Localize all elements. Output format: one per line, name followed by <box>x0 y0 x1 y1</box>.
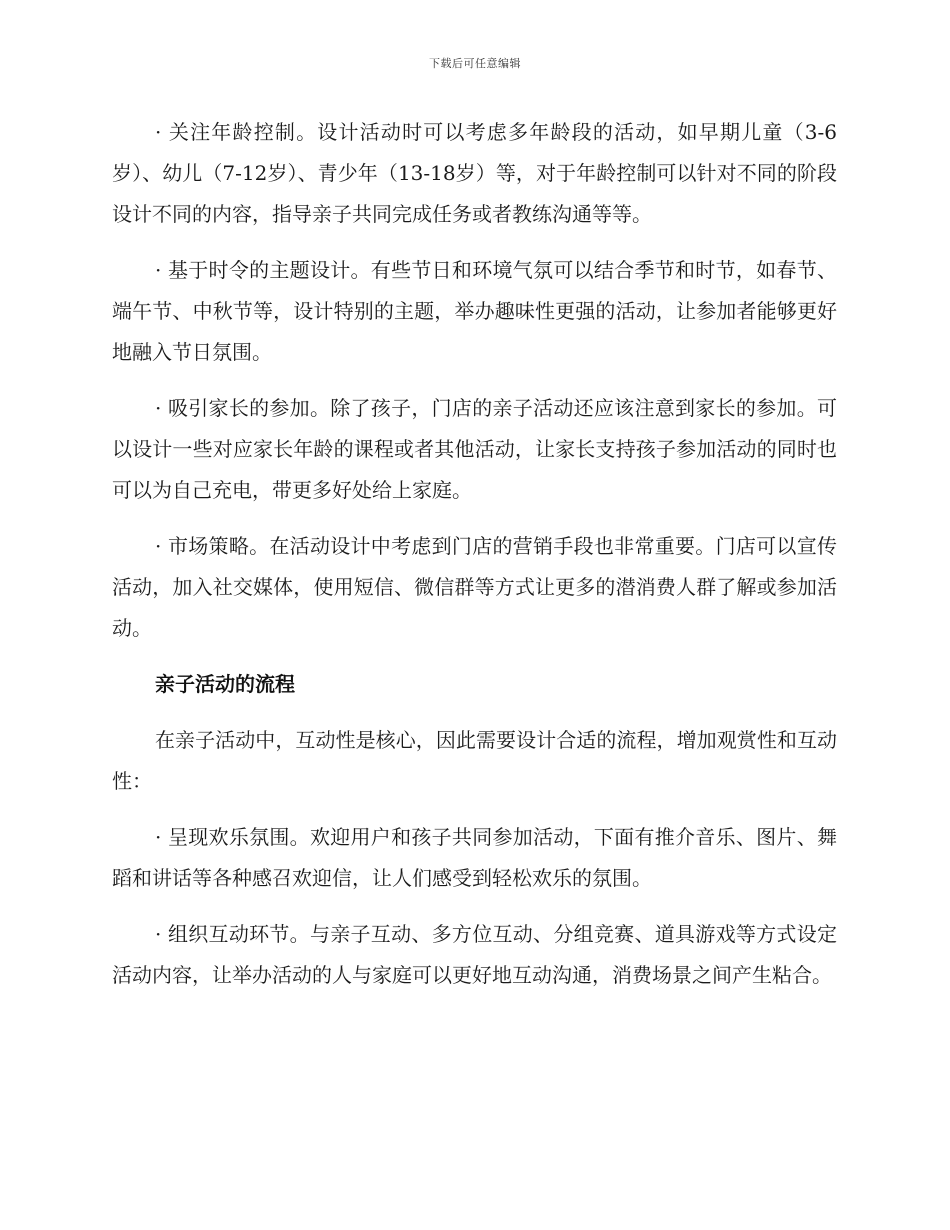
paragraph-market-strategy: · 市场策略。在活动设计中考虑到门店的营销手段也非常重要。门店可以宣传活动，加入社交媒体，使用短信、微信群等方式让更多的潜消费人群了解或参加活动。 <box>112 534 837 640</box>
paragraph-seasonal-theme: · 基于时令的主题设计。有些节日和环境气氛可以结合季节和时节，如春节、端午节、中秋节等，设计特别的主题，举办趣味性更强的活动，让参加者能够更好地融入节日氛围。 <box>112 258 837 364</box>
document-body <box>112 112 837 1011</box>
paragraph-joyful-atmosphere: · 呈现欢乐氛围。欢迎用户和孩子共同参加活动，下面有推介音乐、图片、舞蹈和讲话等各种感召欢迎信，让人们感受到轻松欢乐的氛围。 <box>112 825 837 890</box>
section-heading: 亲子活动的流程 <box>155 672 295 696</box>
page-header-note: 下载后可任意编辑 <box>429 57 521 70</box>
section-intro: 在亲子活动中，互动性是核心，因此需要设计合适的流程，增加观赏性和互动性： <box>112 728 837 793</box>
paragraph-interactive-session: · 组织互动环节。与亲子互动、多方位互动、分组竞赛、道具游戏等方式设定活动内容，让举办活动的人与家庭可以更好地互动沟通，消费场景之间产生粘合。 <box>112 922 837 987</box>
paragraph-age-control: · 关注年龄控制。设计活动时可以考虑多年龄段的活动，如早期儿童（3-6岁）、幼儿（7-12岁）、青少年（13-18岁）等，对于年龄控制可以针对不同的阶段设计不同的内容，指导亲子共同完成任务或者教练沟通等等。 <box>112 120 837 226</box>
paragraph-attract-parents: · 吸引家长的参加。除了孩子，门店的亲子活动还应该注意到家长的参加。可以设计一些对应家长年龄的课程或者其他活动，让家长支持孩子参加活动的同时也可以为自己充电，带更多好处给上家庭。 <box>112 396 837 502</box>
